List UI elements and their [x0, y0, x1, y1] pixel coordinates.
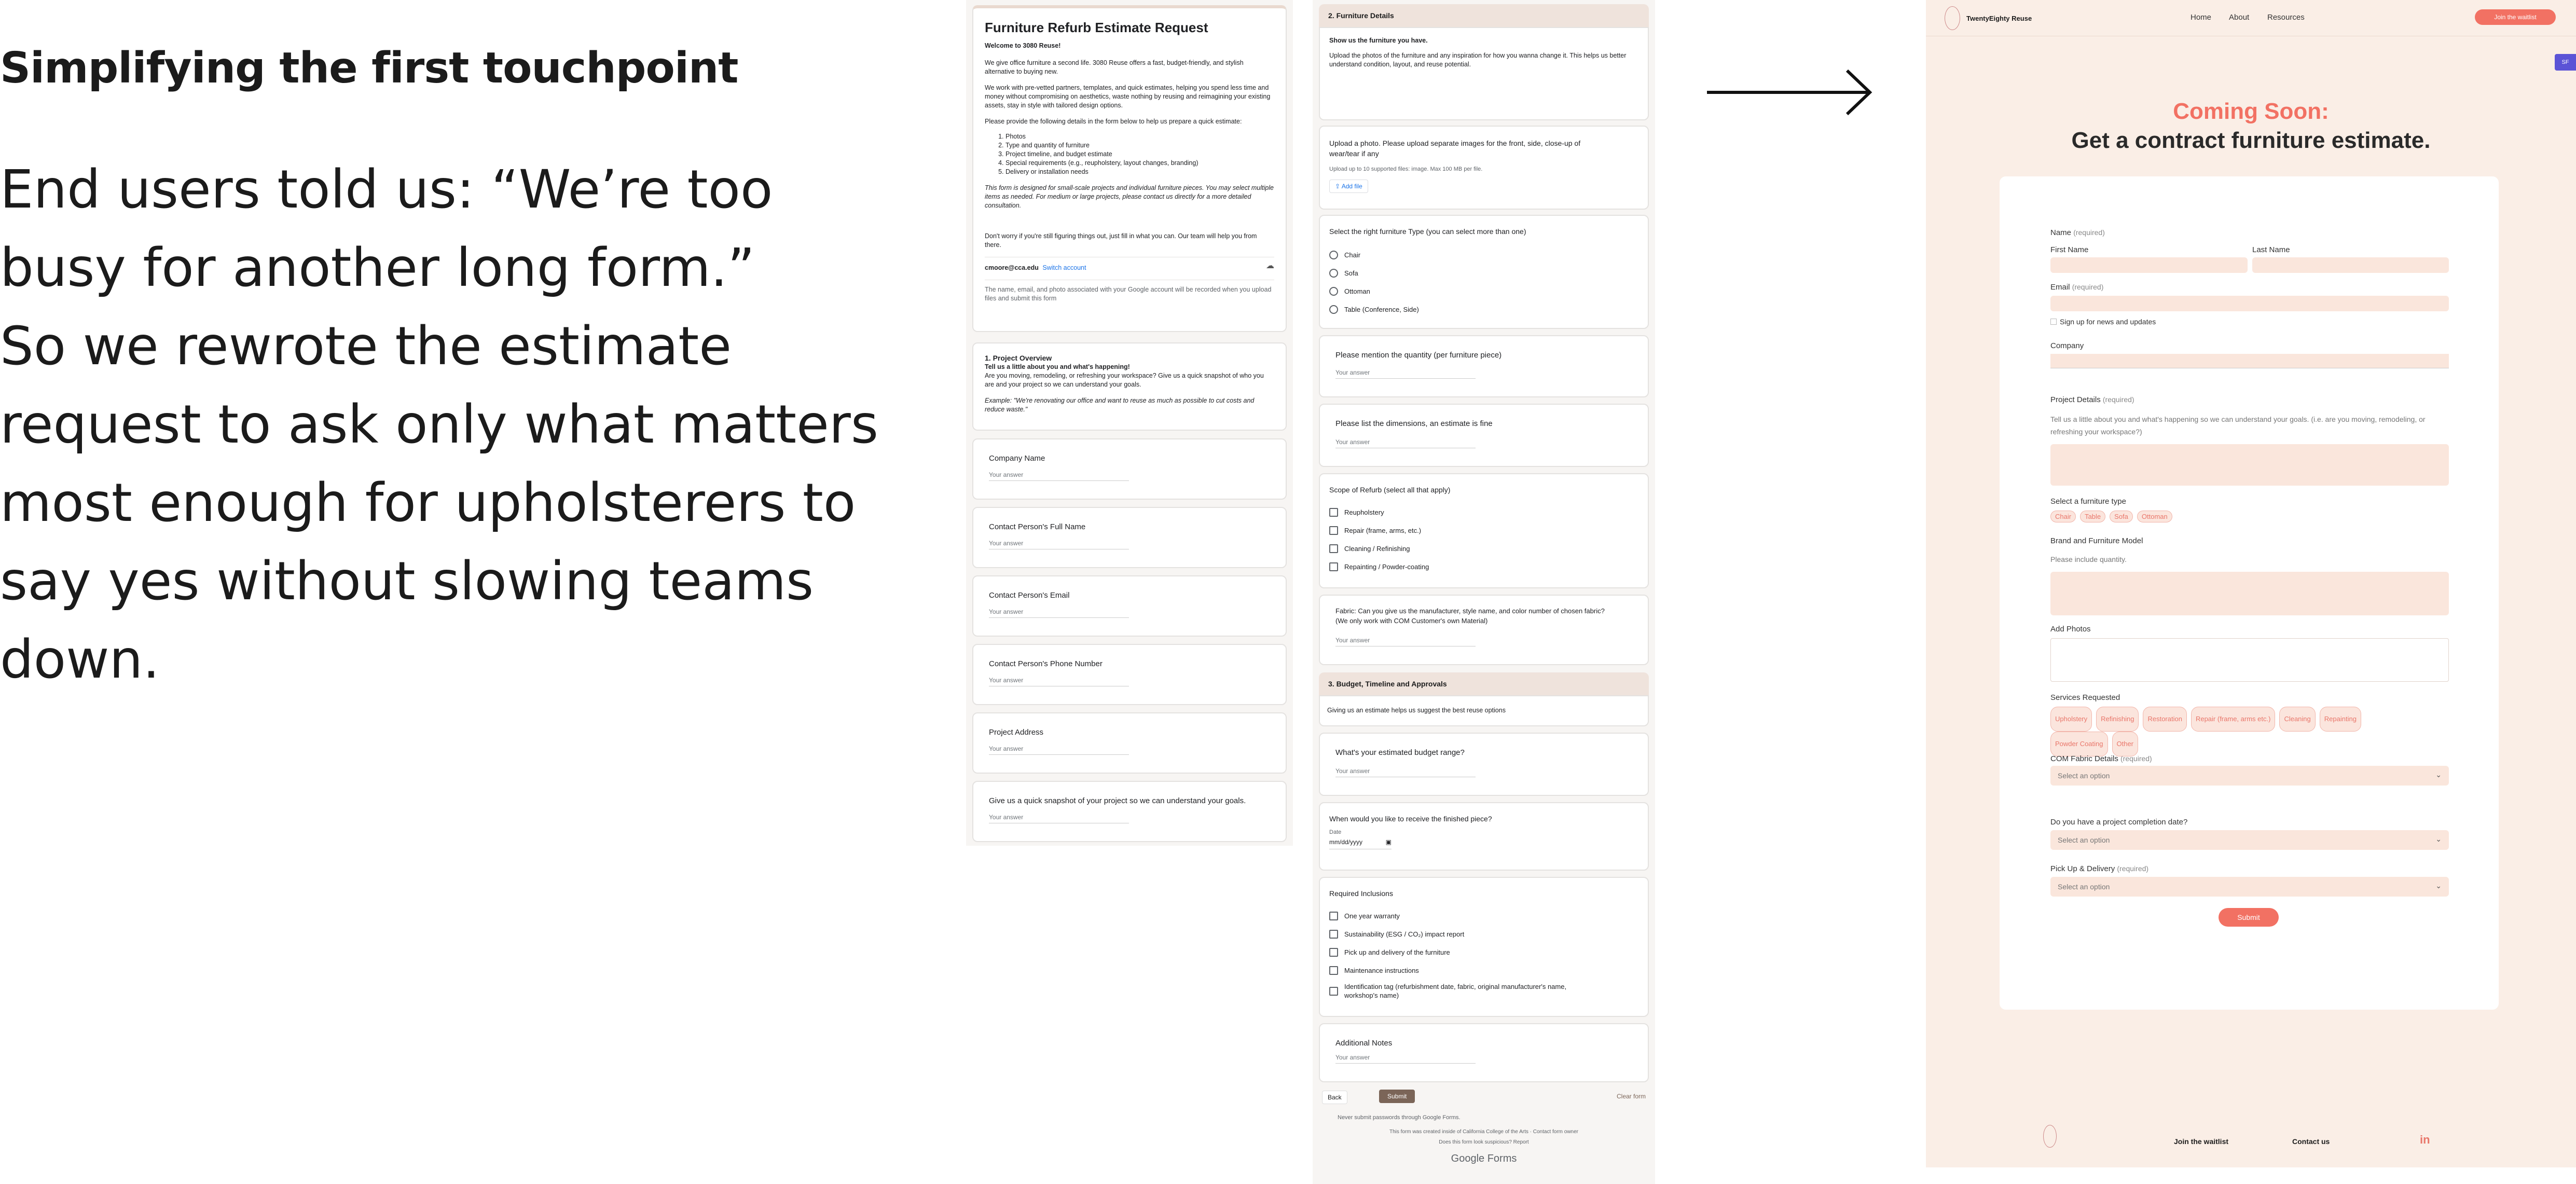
- site-headline: Get a contract furniture estimate.: [2071, 128, 2431, 153]
- footer-waitlist-link[interactable]: Join the waitlist: [2174, 1137, 2229, 1146]
- service-pills: [2050, 707, 2455, 756]
- photo-dropzone[interactable]: [2050, 638, 2449, 682]
- section-subtitle: Tell us a little about you and what's happening!: [985, 363, 1130, 370]
- section-subtitle: Show us the furniture you have.: [1329, 37, 1428, 44]
- option-table[interactable]: [1329, 300, 1638, 319]
- question-contact-phone: [972, 644, 1287, 705]
- checkbox-esg[interactable]: [1329, 925, 1638, 943]
- site-header: [1926, 0, 2576, 65]
- email-input[interactable]: [2050, 296, 2449, 311]
- answer-input[interactable]: Your answer: [1335, 438, 1476, 448]
- option-label: One year warranty: [1344, 912, 1400, 920]
- section-1-card: [972, 342, 1287, 431]
- furniture-type-label: Select a furniture type: [2050, 497, 2126, 506]
- question-label: Contact Person's Full Name: [989, 522, 1086, 531]
- form-list: [1005, 132, 1274, 176]
- body-line: So we rewrote the estimate: [0, 315, 732, 377]
- question-label: Additional Notes: [1335, 1039, 1393, 1048]
- form-welcome: Welcome to 3080 Reuse!: [985, 42, 1061, 49]
- option-label: Ottoman: [1344, 287, 1370, 295]
- services-label: Services Requested: [2050, 693, 2120, 702]
- answer-input[interactable]: Your answer: [989, 677, 1129, 686]
- email-label: [2050, 283, 2103, 292]
- label-text: COM Fabric Details: [2050, 754, 2118, 763]
- checkbox-maintenance[interactable]: [1329, 961, 1638, 980]
- list-item: 4. Special requirements (e.g., reupholstery, layout changes, branding): [1005, 159, 1274, 168]
- account-row: [985, 257, 1274, 272]
- option-label: Pick up and delivery of the furniture: [1344, 948, 1450, 956]
- list-item: 2. Type and quantity of furniture: [1005, 141, 1274, 150]
- question-inclusions: [1319, 877, 1649, 1017]
- body-line: most enough for upholsterers to: [0, 472, 856, 534]
- checkbox-reupholstery[interactable]: [1329, 503, 1638, 521]
- form-para: We give office furniture a second life. 3080 Reuse offers a fast, budget-friendly, and stylish alternative to buying new.: [985, 59, 1244, 75]
- footer-line: This form was created inside of California College of the Arts · Contact form owner: [1389, 1129, 1579, 1135]
- last-name-label: Last Name: [2252, 245, 2290, 254]
- question-project-address: [972, 712, 1287, 774]
- project-label: [2050, 395, 2134, 404]
- form-card: [2000, 176, 2499, 1010]
- option-label: Reupholstery: [1344, 508, 1384, 516]
- section-2-header: 2. Furniture Details: [1319, 4, 1649, 27]
- pill-chair[interactable]: Chair: [2050, 511, 2076, 522]
- answer-input[interactable]: Your answer: [989, 745, 1129, 755]
- checkbox-icon: [2050, 319, 2057, 325]
- pill-cleaning[interactable]: Cleaning: [2279, 707, 2315, 732]
- pickup-label: [2050, 864, 2148, 873]
- question-dimensions: [1319, 404, 1649, 467]
- option-label: Repair (frame, arms, etc.): [1344, 527, 1422, 534]
- select-value: Select an option: [2058, 772, 2110, 780]
- list-item: 1. Photos: [1005, 132, 1274, 141]
- site-footer: [1926, 1110, 2576, 1167]
- footer-logo-icon[interactable]: [2043, 1125, 2057, 1148]
- option-sofa[interactable]: [1329, 264, 1638, 282]
- option-label: Cleaning / Refinishing: [1344, 545, 1410, 553]
- pill-repainting[interactable]: Repainting: [2320, 707, 2361, 732]
- chevron-down-icon: ⌄: [2435, 882, 2442, 890]
- body-line: say yes without slowing teams: [0, 550, 814, 612]
- date-label: Date: [1329, 829, 1342, 835]
- section-title: 1. Project Overview: [985, 354, 1052, 362]
- form-para: We work with pre-vetted partners, templates, and quick estimates, helping you spend less time and money without compromising on aesthetics, waste nothing by reusing and reimagining your existing assets, stay in style with tailored design options.: [985, 84, 1271, 109]
- pill-sofa[interactable]: Sofa: [2110, 511, 2133, 522]
- pill-repair[interactable]: Repair (frame, arms etc.): [2191, 707, 2275, 732]
- com-select[interactable]: [2050, 766, 2449, 786]
- select-value: Select an option: [2058, 883, 2110, 891]
- project-textarea[interactable]: [2050, 444, 2449, 486]
- date-placeholder: mm/dd/yyyy: [1329, 838, 1363, 846]
- question-upload: [1319, 126, 1649, 210]
- body-line: down.: [0, 629, 160, 691]
- checkbox-repainting[interactable]: [1329, 558, 1638, 576]
- checkbox-icon: [1329, 562, 1338, 571]
- required-tag: (required): [2073, 228, 2105, 237]
- question-label: Please mention the quantity (per furniture piece): [1335, 351, 1502, 360]
- required-tag: (required): [2120, 754, 2152, 763]
- google-forms-logo: Google Forms: [1451, 1153, 1517, 1164]
- pill-upholstery[interactable]: Upholstery: [2050, 707, 2092, 732]
- radio-icon: [1329, 251, 1338, 259]
- cloud-icon: ☁: [1266, 261, 1274, 270]
- checkbox-id-tag[interactable]: [1329, 980, 1638, 1002]
- form-para: Please provide the following details in the form below to help us prepare a quick estimate:: [985, 118, 1242, 125]
- option-ottoman[interactable]: [1329, 282, 1638, 300]
- section-desc: Are you moving, remodeling, or refreshing your workspace? Give us a quick snapshot of who you are and your project so we can understand your goals.: [985, 372, 1264, 388]
- arrow-icon: [1707, 65, 1873, 117]
- nav-home[interactable]: Home: [2191, 13, 2212, 22]
- submit-button[interactable]: Submit: [1379, 1090, 1415, 1103]
- required-tag: (required): [2072, 283, 2104, 291]
- pill-refinishing[interactable]: Refinishing: [2096, 707, 2139, 732]
- question-label: Select the right furniture Type (you can select more than one): [1329, 227, 1526, 236]
- answer-input[interactable]: Your answer: [1335, 637, 1476, 646]
- first-name-label: First Name: [2050, 245, 2089, 254]
- password-warning: Never submit passwords through Google Forms.: [1338, 1114, 1461, 1121]
- radio-icon: [1329, 269, 1338, 278]
- checkbox-icon: [1329, 544, 1338, 553]
- pill-table[interactable]: Table: [2080, 511, 2105, 522]
- body-line: busy for another long form.”: [0, 237, 755, 299]
- body-text: [0, 150, 878, 699]
- option-label: Table (Conference, Side): [1344, 306, 1419, 313]
- linkedin-icon[interactable]: in: [2420, 1133, 2430, 1146]
- question-contact-email: [972, 575, 1287, 637]
- label-text: Project Details: [2050, 395, 2101, 404]
- option-chair[interactable]: [1329, 246, 1638, 264]
- pill-powder-coating[interactable]: Powder Coating: [2050, 732, 2108, 756]
- checkbox-icon: [1329, 526, 1338, 535]
- section-2-card: [1319, 27, 1649, 120]
- date-input[interactable]: [1329, 835, 1392, 849]
- option-label: Repainting / Powder-coating: [1344, 563, 1429, 571]
- upload-icon: ⇪: [1335, 183, 1342, 190]
- company-label: Company: [2050, 341, 2084, 350]
- section-desc: Giving us an estimate helps us suggest the best reuse options: [1327, 707, 1506, 714]
- checkbox-pickup[interactable]: [1329, 943, 1638, 961]
- chevron-down-icon: ⌄: [2435, 770, 2442, 779]
- option-label: Maintenance instructions: [1344, 967, 1419, 974]
- pill-restoration[interactable]: Restoration: [2143, 707, 2186, 732]
- site-submit-button[interactable]: Submit: [2219, 908, 2279, 927]
- add-file-label: Add file: [1341, 183, 1362, 190]
- side-badge[interactable]: SF: [2555, 54, 2576, 71]
- calendar-icon: ▣: [1385, 838, 1392, 846]
- pickup-select[interactable]: [2050, 877, 2449, 897]
- option-label: Identification tag (refurbishment date, fabric, original manufacturer's name, workshop's name): [1344, 983, 1567, 999]
- required-tag: (required): [2117, 864, 2149, 873]
- radio-icon: [1329, 287, 1338, 296]
- question-label: Upload a photo. Please upload separate images for the front, side, close-up of wear/tear if any: [1329, 139, 1581, 158]
- gform-page-2: [1313, 0, 1655, 1184]
- select-value: Select an option: [2058, 836, 2110, 844]
- answer-input[interactable]: Your answer: [1335, 369, 1476, 379]
- question-quantity: [1319, 335, 1649, 397]
- brand-name[interactable]: TwentyEighty Reuse: [1966, 15, 2032, 22]
- checkbox-icon: [1329, 966, 1338, 975]
- form-title: Furniture Refurb Estimate Request: [985, 20, 1208, 35]
- pill-ottoman[interactable]: Ottoman: [2137, 511, 2172, 522]
- list-item: 5. Delivery or installation needs: [1005, 168, 1274, 176]
- new-site: [1926, 0, 2576, 1167]
- required-tag: (required): [2102, 395, 2134, 404]
- answer-input[interactable]: Your answer: [989, 814, 1129, 823]
- body-line: End users told us: “We’re too: [0, 159, 773, 221]
- account-notice: The name, email, and photo associated with your Google account will be recorded when you upload files and submit this form: [985, 280, 1274, 303]
- question-scope: [1319, 473, 1649, 588]
- form-para: This form is designed for small-scale projects and individual furniture pieces. You may select multiple items as needed. For medium or large projects, please contact us directly for a more detailed consultation.: [985, 184, 1274, 209]
- completion-select[interactable]: [2050, 830, 2449, 850]
- option-label: Sofa: [1344, 269, 1358, 277]
- furniture-type-pills: [2050, 511, 2176, 522]
- add-file-button[interactable]: [1329, 180, 1368, 193]
- join-waitlist-button[interactable]: Join the waitlist: [2475, 9, 2556, 25]
- question-label: Required Inclusions: [1329, 889, 1393, 898]
- section-example: Example: "We're renovating our office and want to reuse as much as possible to cut costs and reduce waste.": [985, 397, 1255, 413]
- form-para: Don't worry if you're still figuring things out, just fill in what you can. Our team will help you from there.: [985, 232, 1257, 249]
- answer-input[interactable]: Your answer: [989, 471, 1129, 481]
- checkbox-icon: [1329, 930, 1338, 939]
- model-label: Brand and Furniture Model: [2050, 536, 2143, 545]
- label-text: Email: [2050, 283, 2070, 292]
- back-button[interactable]: Back: [1322, 1091, 1347, 1104]
- label-text: Name: [2050, 228, 2072, 237]
- logo-icon[interactable]: [1945, 6, 1960, 30]
- section-3-card: [1319, 695, 1649, 726]
- question-date: [1319, 802, 1649, 871]
- account-email: cmoore@cca.edu: [985, 264, 1039, 271]
- question-label: When would you like to receive the finished piece?: [1329, 815, 1492, 823]
- name-label: [2050, 228, 2105, 237]
- option-label: Chair: [1344, 251, 1361, 259]
- nav-about[interactable]: About: [2229, 13, 2250, 22]
- checkbox-cleaning[interactable]: [1329, 540, 1638, 558]
- question-budget: [1319, 733, 1649, 796]
- question-company-name: [972, 438, 1287, 500]
- answer-input[interactable]: Your answer: [989, 540, 1129, 549]
- question-label: What's your estimated budget range?: [1335, 748, 1465, 757]
- question-fabric: [1319, 595, 1649, 665]
- answer-input[interactable]: Your answer: [989, 608, 1129, 618]
- pill-other[interactable]: Other: [2112, 732, 2139, 756]
- model-textarea[interactable]: [2050, 572, 2449, 615]
- checkbox-repair[interactable]: [1329, 521, 1638, 540]
- question-label: Contact Person's Phone Number: [989, 659, 1103, 668]
- clear-form-link[interactable]: Clear form: [1616, 1093, 1646, 1100]
- checkbox-icon: [1329, 987, 1338, 996]
- first-name-input[interactable]: [2050, 257, 2248, 273]
- checkbox-icon: [1329, 912, 1338, 920]
- question-label: Fabric: Can you give us the manufacturer, style name, and color number of chosen fabric? (We only work with COM Customer's own Material): [1335, 607, 1605, 625]
- question-notes: [1319, 1023, 1649, 1082]
- quantity-hint: Please include quantity.: [2050, 555, 2127, 563]
- signup-checkbox[interactable]: [2050, 318, 2156, 326]
- chevron-down-icon: ⌄: [2435, 835, 2442, 843]
- answer-input[interactable]: Your answer: [1335, 1054, 1476, 1064]
- label-text: Sign up for news and updates: [2060, 318, 2156, 326]
- completion-label: Do you have a project completion date?: [2050, 818, 2188, 827]
- last-name-input[interactable]: [2252, 257, 2449, 273]
- headline: Simplifying the first touchpoint: [0, 44, 738, 93]
- gform-page-1: [966, 0, 1293, 846]
- radio-icon: [1329, 305, 1338, 314]
- question-label: Please list the dimensions, an estimate is fine: [1335, 419, 1493, 428]
- question-project-snapshot: [972, 781, 1287, 842]
- upload-hint: Upload up to 10 supported files: image. Max 100 MB per file.: [1329, 166, 1483, 172]
- question-label: Give us a quick snapshot of your project so we can understand your goals.: [989, 796, 1246, 805]
- question-furniture-type: [1319, 215, 1649, 329]
- checkbox-warranty[interactable]: [1329, 907, 1638, 925]
- checkbox-icon: [1329, 948, 1338, 957]
- question-label: Company Name: [989, 454, 1045, 463]
- project-hint: Tell us a little about you and what's happening so we can understand your goals. (i.e. are you moving, remodeling, or refreshing your workspace?): [2050, 415, 2426, 436]
- question-label: Contact Person's Email: [989, 591, 1070, 600]
- com-label: [2050, 754, 2152, 763]
- list-item: 3. Project timeline, and budget estimate: [1005, 150, 1274, 159]
- question-label: Project Address: [989, 728, 1044, 737]
- coming-soon: Coming Soon:: [2173, 99, 2329, 124]
- answer-input[interactable]: Your answer: [1335, 767, 1476, 777]
- nav-resources[interactable]: Resources: [2267, 13, 2305, 22]
- company-input[interactable]: [2050, 354, 2449, 368]
- form-header-card: [972, 5, 1287, 332]
- option-label: Sustainability (ESG / CO₂) impact report: [1344, 930, 1465, 938]
- footer-line: Does this form look suspicious? Report: [1439, 1139, 1529, 1145]
- checkbox-icon: [1329, 508, 1338, 517]
- section-desc: Upload the photos of the furniture and any inspiration for how you wanna change it. This helps us better understand condition, layout, and reuse potential.: [1329, 52, 1627, 68]
- switch-account-link[interactable]: Switch account: [1042, 264, 1086, 271]
- footer-contact-link[interactable]: Contact us: [2292, 1137, 2330, 1146]
- photos-label: Add Photos: [2050, 625, 2091, 634]
- body-line: request to ask only what matters: [0, 394, 878, 456]
- label-text: Pick Up & Delivery: [2050, 864, 2115, 873]
- section-3-header: 3. Budget, Timeline and Approvals: [1319, 672, 1649, 695]
- question-label: Scope of Refurb (select all that apply): [1329, 486, 1451, 494]
- question-contact-name: [972, 507, 1287, 568]
